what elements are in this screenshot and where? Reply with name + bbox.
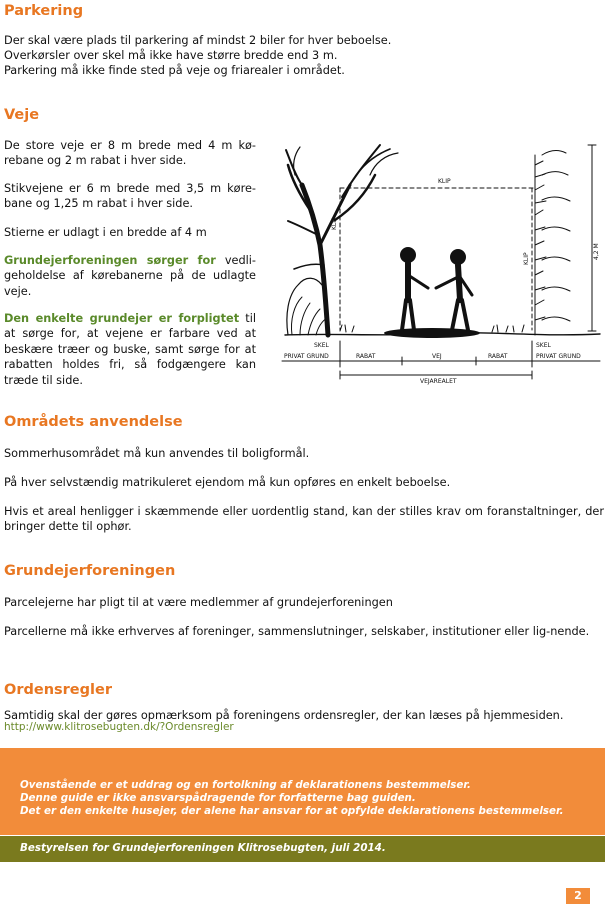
section-heading-parkering: Parkering [4, 3, 84, 19]
ordensregler-paragraph: Samtidig skal der gøres opmærksom på foreningens ordensregler, der kan læses på hjemmesiden. [4, 709, 564, 722]
label-klip-right: KLIP [523, 252, 530, 265]
label-privat-grund-right: PRIVAT GRUND [536, 353, 581, 360]
disclaimer-line-2: Denne guide er ikke ansvarspådragende for forfatterne bag guiden. [20, 792, 416, 804]
label-skel-right: SKEL [536, 342, 551, 349]
omraadet-paragraph-2: På hver selvstændig matrikuleret ejendom må kun opføres en enkelt beboelse. [4, 476, 451, 489]
veje-paragraph-1: De store veje er 8 m brede med 4 m kø-rebane og 2 m rabat i hver side. [4, 139, 256, 168]
veje-paragraph-5-text: til at sørge for, at vejene er farbare ved at beskære træer og buske, samt sørge for at rabatten holdes fri, så fodgængere kan træde til side. [4, 312, 256, 387]
forening-paragraph-2: Parcellerne må ikke erhverves af foreninger, sammenslutninger, selskaber, institutioner eller lig-nende. [4, 625, 590, 638]
highlight-grundejerforeningen: Grundejerforeningen sørger for [4, 254, 216, 267]
page-number: 2 [566, 888, 590, 904]
label-height: 4,2 M [593, 243, 600, 260]
veje-paragraph-5 [4, 311, 256, 388]
parkering-line-3: Parkering må ikke finde sted på veje og friarealer i området. [4, 64, 345, 77]
section-heading-ordensregler: Ordensregler [4, 682, 112, 698]
veje-paragraph-4-text: vedli-geholdelse af kørebanerne på de udlagte veje. [4, 254, 256, 298]
signature-box [0, 836, 605, 862]
parkering-line-1: Der skal være plads til parkering af mindst 2 biler for hver beboelse. [4, 34, 392, 47]
label-klip-top: KLIP [438, 178, 451, 185]
forening-paragraph-1: Parcelejerne har pligt til at være medlemmer af grundejerforeningen [4, 596, 393, 609]
omraadet-paragraph-3: Hvis et areal henligger i skæmmende eller uordentlig stand, kan der stilles krav om foranstaltninger, der bringer dette til ophør. [4, 505, 604, 534]
disclaimer-box [0, 748, 605, 835]
label-klip-left: KLIP [331, 217, 338, 230]
signature-text: Bestyrelsen for Grundejerforeningen Klitrosebugten, juli 2014. [20, 842, 386, 854]
omraadet-paragraph-1: Sommerhusområdet må kun anvendes til boligformål. [4, 447, 310, 460]
label-skel-left: SKEL [314, 342, 329, 349]
section-heading-grundejerforeningen: Grundejerforeningen [4, 563, 176, 579]
disclaimer-line-1: Ovenstående er et uddrag og en fortolkning af deklarationens bestemmelser. [20, 779, 471, 791]
road-cross-section-illustration [280, 135, 606, 385]
section-heading-veje: Veje [4, 107, 40, 123]
veje-paragraph-4 [4, 253, 256, 299]
label-vejarealet: VEJAREALET [420, 378, 457, 385]
veje-paragraph-2: Stikvejene er 6 m brede med 3,5 m køre-bane og 1,25 m rabat i hver side. [4, 182, 256, 211]
parkering-line-2: Overkørsler over skel må ikke have større bredde end 3 m. [4, 49, 338, 62]
disclaimer-line-3: Det er den enkelte husejer, der alene har ansvar for at opfylde deklarationens bestemmelser. [20, 805, 564, 817]
label-rabat-right: RABAT [488, 353, 508, 360]
label-rabat-left: RABAT [356, 353, 376, 360]
veje-paragraph-3: Stierne er udlagt i en bredde af 4 m [4, 226, 207, 239]
label-privat-grund-left: PRIVAT GRUND [284, 353, 329, 360]
section-heading-omraadet: Områdets anvendelse [4, 414, 183, 430]
ordensregler-link[interactable]: http://www.klitrosebugten.dk/?Ordensregler [4, 721, 234, 733]
highlight-grundejer: Den enkelte grundejer er forpligtet [4, 312, 240, 325]
label-vej: VEJ [432, 353, 442, 360]
